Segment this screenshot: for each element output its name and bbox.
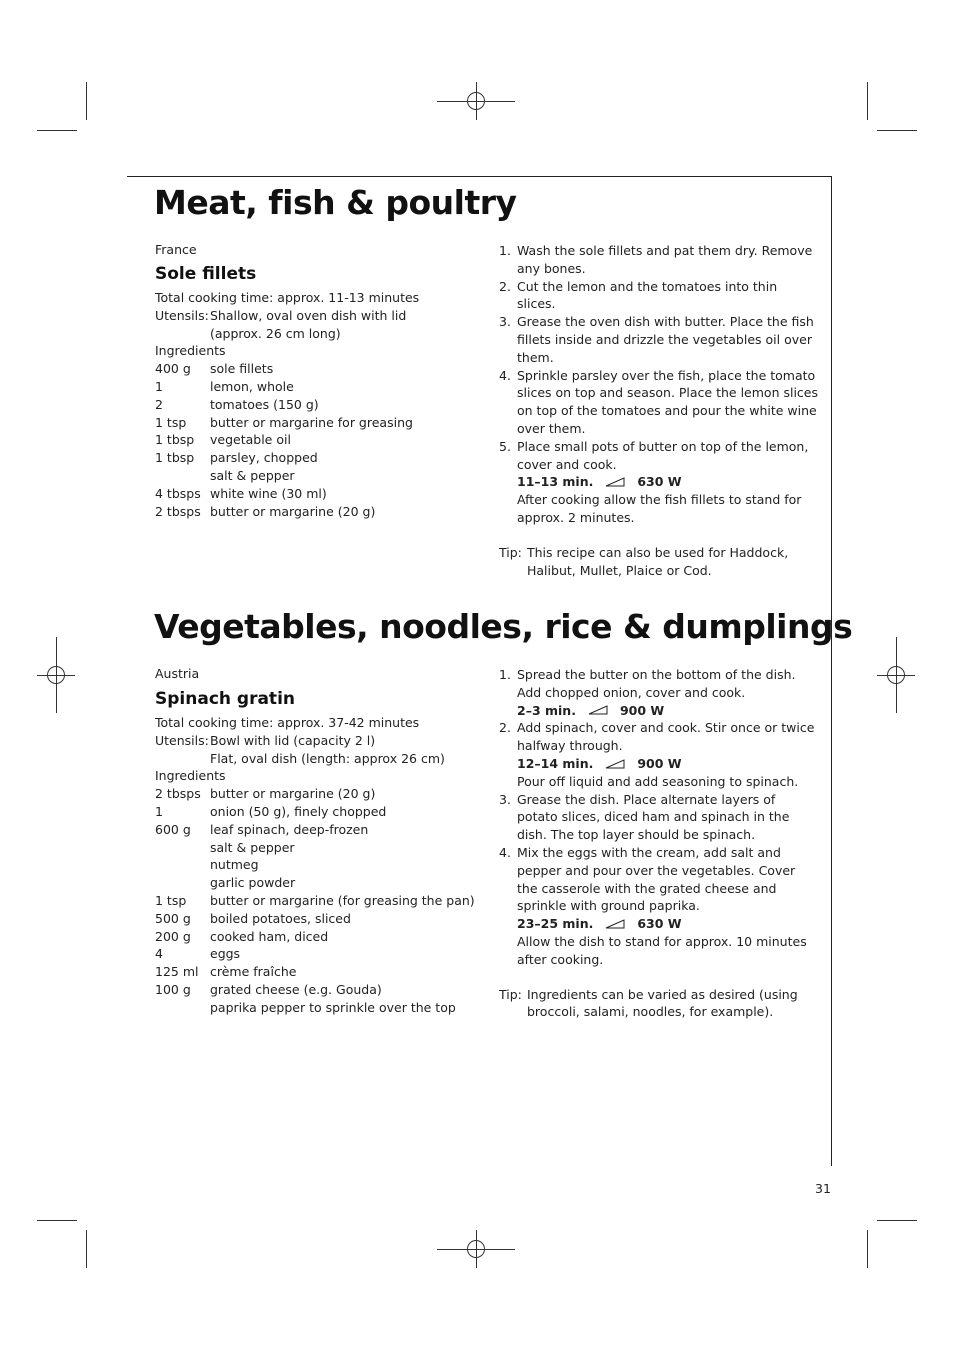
ingredient-qty: 500 g (155, 910, 191, 926)
crop-mark (867, 82, 868, 120)
ingredient-name: tomatoes (150 g) (210, 396, 319, 412)
power-value: 630 W (637, 916, 682, 932)
step-text: Grease the dish. Place alternate layers of potato slices, diced ham and spinach in the dish. The top layer should be spinach. (517, 791, 790, 843)
ingredient-name: butter or margarine (for greasing the pan) (210, 892, 475, 908)
ingredient-qty (155, 856, 210, 874)
step (499, 438, 819, 527)
step (499, 313, 819, 366)
step-text: Mix the eggs with the cream, add salt and pepper and pour over the vegetables. Cover the casserole with the grated cheese and sprinkle with ground paprika. (517, 844, 796, 914)
ingredient-name: butter or margarine (20 g) (210, 503, 376, 519)
tip-label: Tip: (499, 544, 522, 560)
utensils-label: Utensils: (155, 732, 209, 748)
ingredient-qty: 4 tbsps (155, 485, 201, 501)
ingredient-row (155, 856, 475, 874)
ingredient-row (155, 803, 475, 821)
ingredient-qty: 100 g (155, 981, 191, 997)
step-number: 1. (499, 243, 511, 258)
ingredient-name: grated cheese (e.g. Gouda) (210, 981, 382, 997)
step-number: 5. (499, 438, 511, 454)
step (499, 719, 819, 790)
ingredient-name: onion (50 g), finely chopped (210, 803, 387, 819)
ingredient-row (155, 892, 475, 910)
step-number: 4. (499, 844, 511, 860)
power-level-icon (588, 705, 608, 715)
ingredients-label: Ingredients (155, 768, 226, 784)
ingredient-name: cooked ham, diced (210, 928, 329, 944)
ingredient-name: crème fraîche (210, 964, 297, 980)
utensils (155, 325, 475, 343)
crop-mark (877, 1220, 917, 1221)
ingredient-name: paprika pepper to sprinkle over the top (210, 999, 456, 1015)
step-note: Pour off liquid and add seasoning to spinach. (517, 773, 799, 789)
recipe-title: Sole fillets (155, 264, 257, 284)
recipe-country: Austria (155, 666, 200, 681)
ingredient-name: nutmeg (210, 857, 259, 873)
tip-text: Ingredients can be varied as desired (using broccoli, salami, noodles, for example). (527, 986, 798, 1020)
utensils-label: Utensils: (155, 307, 209, 323)
ingredient-row (155, 945, 475, 963)
crop-mark (37, 130, 77, 131)
step-number: 3. (499, 791, 511, 807)
registration-mark (47, 666, 65, 684)
step-text: Sprinkle parsley over the fish, place the tomato slices on top and season. Place the lemon slices on top of the tomatoes and pour the white wine over them. (517, 367, 819, 436)
ingredient-row (155, 449, 475, 467)
ingredient-qty (155, 874, 210, 892)
frame-top-rule (127, 176, 832, 177)
frame-right-rule (831, 176, 832, 1166)
ingredient-qty: 1 tsp (155, 892, 187, 908)
cooking-time: Total cooking time: approx. 37-42 minutes (155, 715, 420, 730)
utensils (155, 732, 475, 750)
step (499, 278, 819, 314)
utensil-item: (approx. 26 cm long) (210, 325, 341, 341)
step (499, 666, 819, 719)
recipe-details (155, 714, 475, 1017)
cooking-time-value: 11–13 min. (517, 474, 594, 490)
utensil-item: Shallow, oval oven dish with lid (210, 307, 407, 323)
utensils (155, 750, 475, 768)
ingredient-qty: 2 (155, 396, 163, 412)
ingredient-row (155, 785, 475, 803)
ingredient-row (155, 378, 475, 396)
step-note: After cooking allow the fish fillets to stand for approx. 2 minutes. (517, 492, 802, 525)
ingredient-qty: 2 tbsps (155, 503, 201, 519)
ingredient-name: salt & pepper (210, 839, 295, 855)
step-text: Place small pots of butter on top of the lemon, cover and cook. (517, 438, 809, 472)
recipe-steps (499, 242, 819, 579)
cooking-time: Total cooking time: approx. 11-13 minutes (155, 290, 420, 305)
step-text: Add spinach, cover and cook. Stir once or twice halfway through. (517, 720, 815, 754)
ingredient-name: butter or margarine for greasing (210, 414, 413, 430)
ingredient-qty (155, 839, 210, 857)
cooking-setting (517, 755, 819, 773)
cooking-time-value: 2–3 min. (517, 702, 576, 718)
ingredient-qty: 1 tbsp (155, 432, 195, 448)
recipe-country: France (155, 242, 197, 257)
utensil-item: Flat, oval dish (length: approx 26 cm) (210, 750, 445, 766)
tip-text: This recipe can also be used for Haddock, Halibut, Mullet, Plaice or Cod. (527, 544, 789, 578)
step-number: 3. (499, 314, 511, 330)
ingredient-row (155, 503, 475, 521)
crop-mark (37, 1220, 77, 1221)
recipe-title: Spinach gratin (155, 689, 295, 709)
ingredient-qty (155, 467, 210, 485)
ingredient-name: lemon, whole (210, 378, 294, 394)
ingredient-name: butter or margarine (20 g) (210, 786, 376, 802)
step-text: Wash the sole fillets and pat them dry. Remove any bones. (517, 243, 813, 276)
page-number: 31 (815, 1181, 831, 1196)
power-value: 630 W (637, 474, 682, 490)
ingredient-name: sole fillets (210, 361, 274, 377)
ingredient-name: eggs (210, 946, 241, 962)
ingredient-row (155, 963, 475, 981)
power-value: 900 W (619, 702, 665, 718)
ingredient-row (155, 467, 475, 485)
ingredient-qty: 1 tbsp (155, 450, 195, 466)
step (499, 367, 819, 438)
tip (499, 544, 819, 580)
power-level-icon (605, 759, 625, 769)
tip-label: Tip: (499, 986, 522, 1002)
ingredient-qty: 1 tsp (155, 414, 187, 430)
step (499, 844, 819, 969)
ingredient-row (155, 981, 475, 999)
step-text: Spread the butter on the bottom of the dish. Add chopped onion, cover and cook. (517, 667, 796, 700)
power-level-icon (605, 477, 625, 487)
registration-mark (887, 666, 905, 684)
step-text: Cut the lemon and the tomatoes into thin slices. (517, 278, 778, 312)
step-number: 2. (499, 278, 511, 294)
cooking-time-value: 23–25 min. (517, 916, 594, 932)
ingredient-name: vegetable oil (210, 432, 291, 448)
registration-mark (467, 92, 485, 110)
utensil-item: Bowl with lid (capacity 2 l) (210, 732, 376, 748)
step-text: Grease the oven dish with butter. Place the fish fillets inside and drizzle the vegetables oil over them. (517, 314, 814, 365)
ingredient-qty: 2 tbsps (155, 786, 201, 802)
tip (499, 986, 819, 1022)
ingredient-qty: 600 g (155, 821, 191, 837)
ingredients-label: Ingredients (155, 343, 226, 359)
recipe-steps (499, 666, 819, 1021)
ingredient-qty: 125 ml (155, 964, 199, 980)
ingredient-qty (155, 999, 210, 1017)
step-number: 1. (499, 667, 511, 682)
crop-mark (86, 82, 87, 120)
ingredient-name: garlic powder (210, 875, 296, 891)
utensils (155, 307, 475, 325)
ingredient-name: salt & pepper (210, 467, 295, 483)
ingredient-name: white wine (30 ml) (210, 485, 327, 501)
ingredient-qty: 400 g (155, 361, 191, 377)
crop-mark (86, 1230, 87, 1268)
ingredient-name: parsley, chopped (210, 450, 318, 466)
registration-mark (467, 1240, 485, 1258)
ingredient-qty: 1 (155, 803, 163, 819)
ingredient-qty: 1 (155, 378, 163, 394)
cooking-time-value: 12–14 min. (517, 755, 594, 771)
step-note: Allow the dish to stand for approx. 10 minutes after cooking. (517, 933, 807, 967)
power-level-icon (605, 919, 625, 929)
ingredient-row (155, 928, 475, 946)
cooking-setting (517, 915, 819, 933)
ingredient-row (155, 821, 475, 839)
ingredient-name: leaf spinach, deep-frozen (210, 821, 369, 837)
recipe-details (155, 289, 475, 520)
ingredient-row (155, 999, 475, 1017)
ingredient-row (155, 485, 475, 503)
step-number: 2. (499, 720, 511, 736)
ingredient-qty: 200 g (155, 928, 191, 944)
power-value: 900 W (637, 755, 682, 771)
ingredient-row (155, 431, 475, 449)
ingredient-qty: 4 (155, 946, 163, 962)
ingredient-row (155, 839, 475, 857)
ingredient-row (155, 396, 475, 414)
step-number: 4. (499, 367, 511, 383)
step (499, 242, 819, 278)
cooking-setting (517, 473, 819, 491)
section-heading: Vegetables, noodles, rice & dumplings (154, 607, 853, 646)
ingredient-row (155, 910, 475, 928)
ingredient-row (155, 360, 475, 378)
ingredient-name: boiled potatoes, sliced (210, 910, 351, 926)
cooking-setting (517, 702, 819, 720)
crop-mark (877, 130, 917, 131)
ingredient-row (155, 874, 475, 892)
ingredient-row (155, 414, 475, 432)
section-heading: Meat, fish & poultry (154, 183, 517, 222)
crop-mark (867, 1230, 868, 1268)
step (499, 791, 819, 844)
